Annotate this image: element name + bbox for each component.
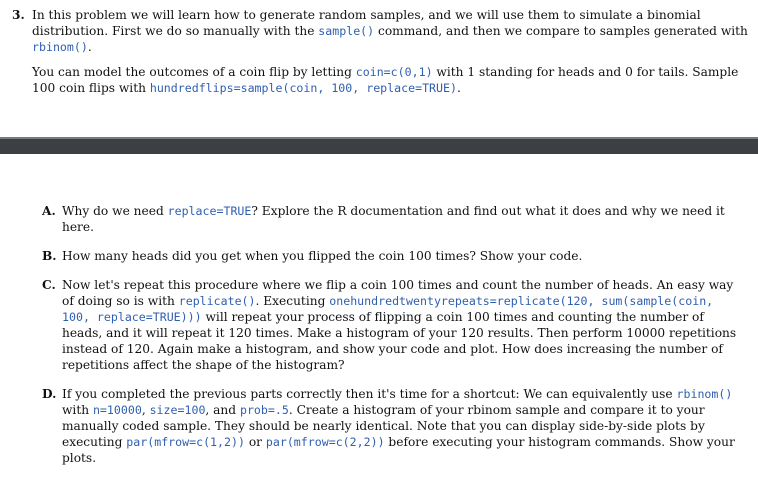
intro-text-1: In this problem we will learn how to generate random samples, and we will use them to simulate a binomial distribution. First we do so manually with the (32, 8, 701, 38)
code-onehundredtwentyrepeats: onehundredtwentyrepeats=replicate(120, sum(sample(coin, 100, replace=TRUE))) (62, 294, 714, 324)
part-d-t7: before executing your histogram commands. Show your plots. (62, 435, 735, 465)
part-c-label: C. (42, 278, 56, 292)
part-b (42, 248, 748, 264)
part-d-text (62, 386, 748, 466)
code-par-2-2: par(mfrow=c(2,2)) (265, 435, 385, 449)
part-c (42, 277, 748, 373)
code-rbinom-call: rbinom() (676, 387, 733, 401)
coin-text-1: You can model the outcomes of a coin flip by letting (32, 65, 356, 79)
code-prob: prob=.5 (239, 403, 289, 417)
part-c-text (62, 277, 748, 373)
part-a-t1: Why do we need (62, 204, 168, 218)
part-c-t2: . Executing (255, 294, 330, 308)
code-sample: sample() (318, 24, 375, 38)
part-d-t6: or (244, 435, 266, 449)
intro-paragraph (32, 7, 748, 55)
part-d-t1: If you completed the previous parts correctly then it's time for a shortcut: We can equivalently use (62, 387, 677, 401)
part-a-label: A. (42, 204, 56, 218)
coin-text-2: with 1 standing for heads and 0 for tails. Sample 100 coin flips with (32, 65, 739, 95)
part-d-t3: , (141, 403, 150, 417)
question-3 (12, 7, 748, 105)
part-a-text (62, 203, 748, 235)
part-b-text: How many heads did you get when you flipped the coin 100 times? Show your code. (62, 249, 583, 263)
code-par-1-2: par(mfrow=c(1,2)) (126, 435, 245, 449)
part-d (42, 386, 748, 466)
part-b-label: B. (42, 249, 57, 263)
part-d-label: D. (42, 387, 57, 401)
parts-list (42, 203, 748, 479)
part-c-t1: Now let's repeat this procedure where we flip a coin 100 times and count the number of heads. An easy way of doing so is with (62, 278, 734, 308)
intro-text-3: . (87, 40, 92, 54)
question-number: 3. (12, 8, 25, 22)
coin-paragraph (32, 64, 748, 96)
code-size: size=100 (149, 403, 206, 417)
part-d-t2: with (62, 403, 93, 417)
part-d-t5: . Create a histogram of your rbinom sample and compare it to your manually coded sample. They should be nearly identical. Note that you can display side-by-side plots by executing (62, 403, 705, 449)
coin-text-3: . (456, 81, 461, 95)
code-rbinom: rbinom() (32, 40, 88, 54)
section-divider (0, 137, 758, 154)
code-replicate: replicate() (178, 294, 256, 308)
intro-text-2: command, and then we compare to samples generated with (374, 24, 748, 38)
part-d-t4: , and (205, 403, 240, 417)
code-n: n=10000 (92, 403, 142, 417)
code-replace: replace=TRUE (167, 204, 252, 218)
part-a-t2: ? Explore the R documentation and find out what it does and why we need it here. (62, 204, 725, 234)
part-c-t3: will repeat your process of flipping a coin 100 times and counting the number of heads, and it will repeat it 120 times. Make a histogram of your 120 results. Then perform 10000 repetitions instead of 120. Again make a histogram, and show your code and plot. How does increasing the number of repetitions affect the shape of the histogram? (62, 310, 737, 372)
code-coin: coin=c(0,1) (355, 65, 433, 79)
code-hundredflips: hundredflips=sample(coin, 100, replace=TRUE) (149, 81, 457, 95)
part-a (42, 203, 748, 235)
